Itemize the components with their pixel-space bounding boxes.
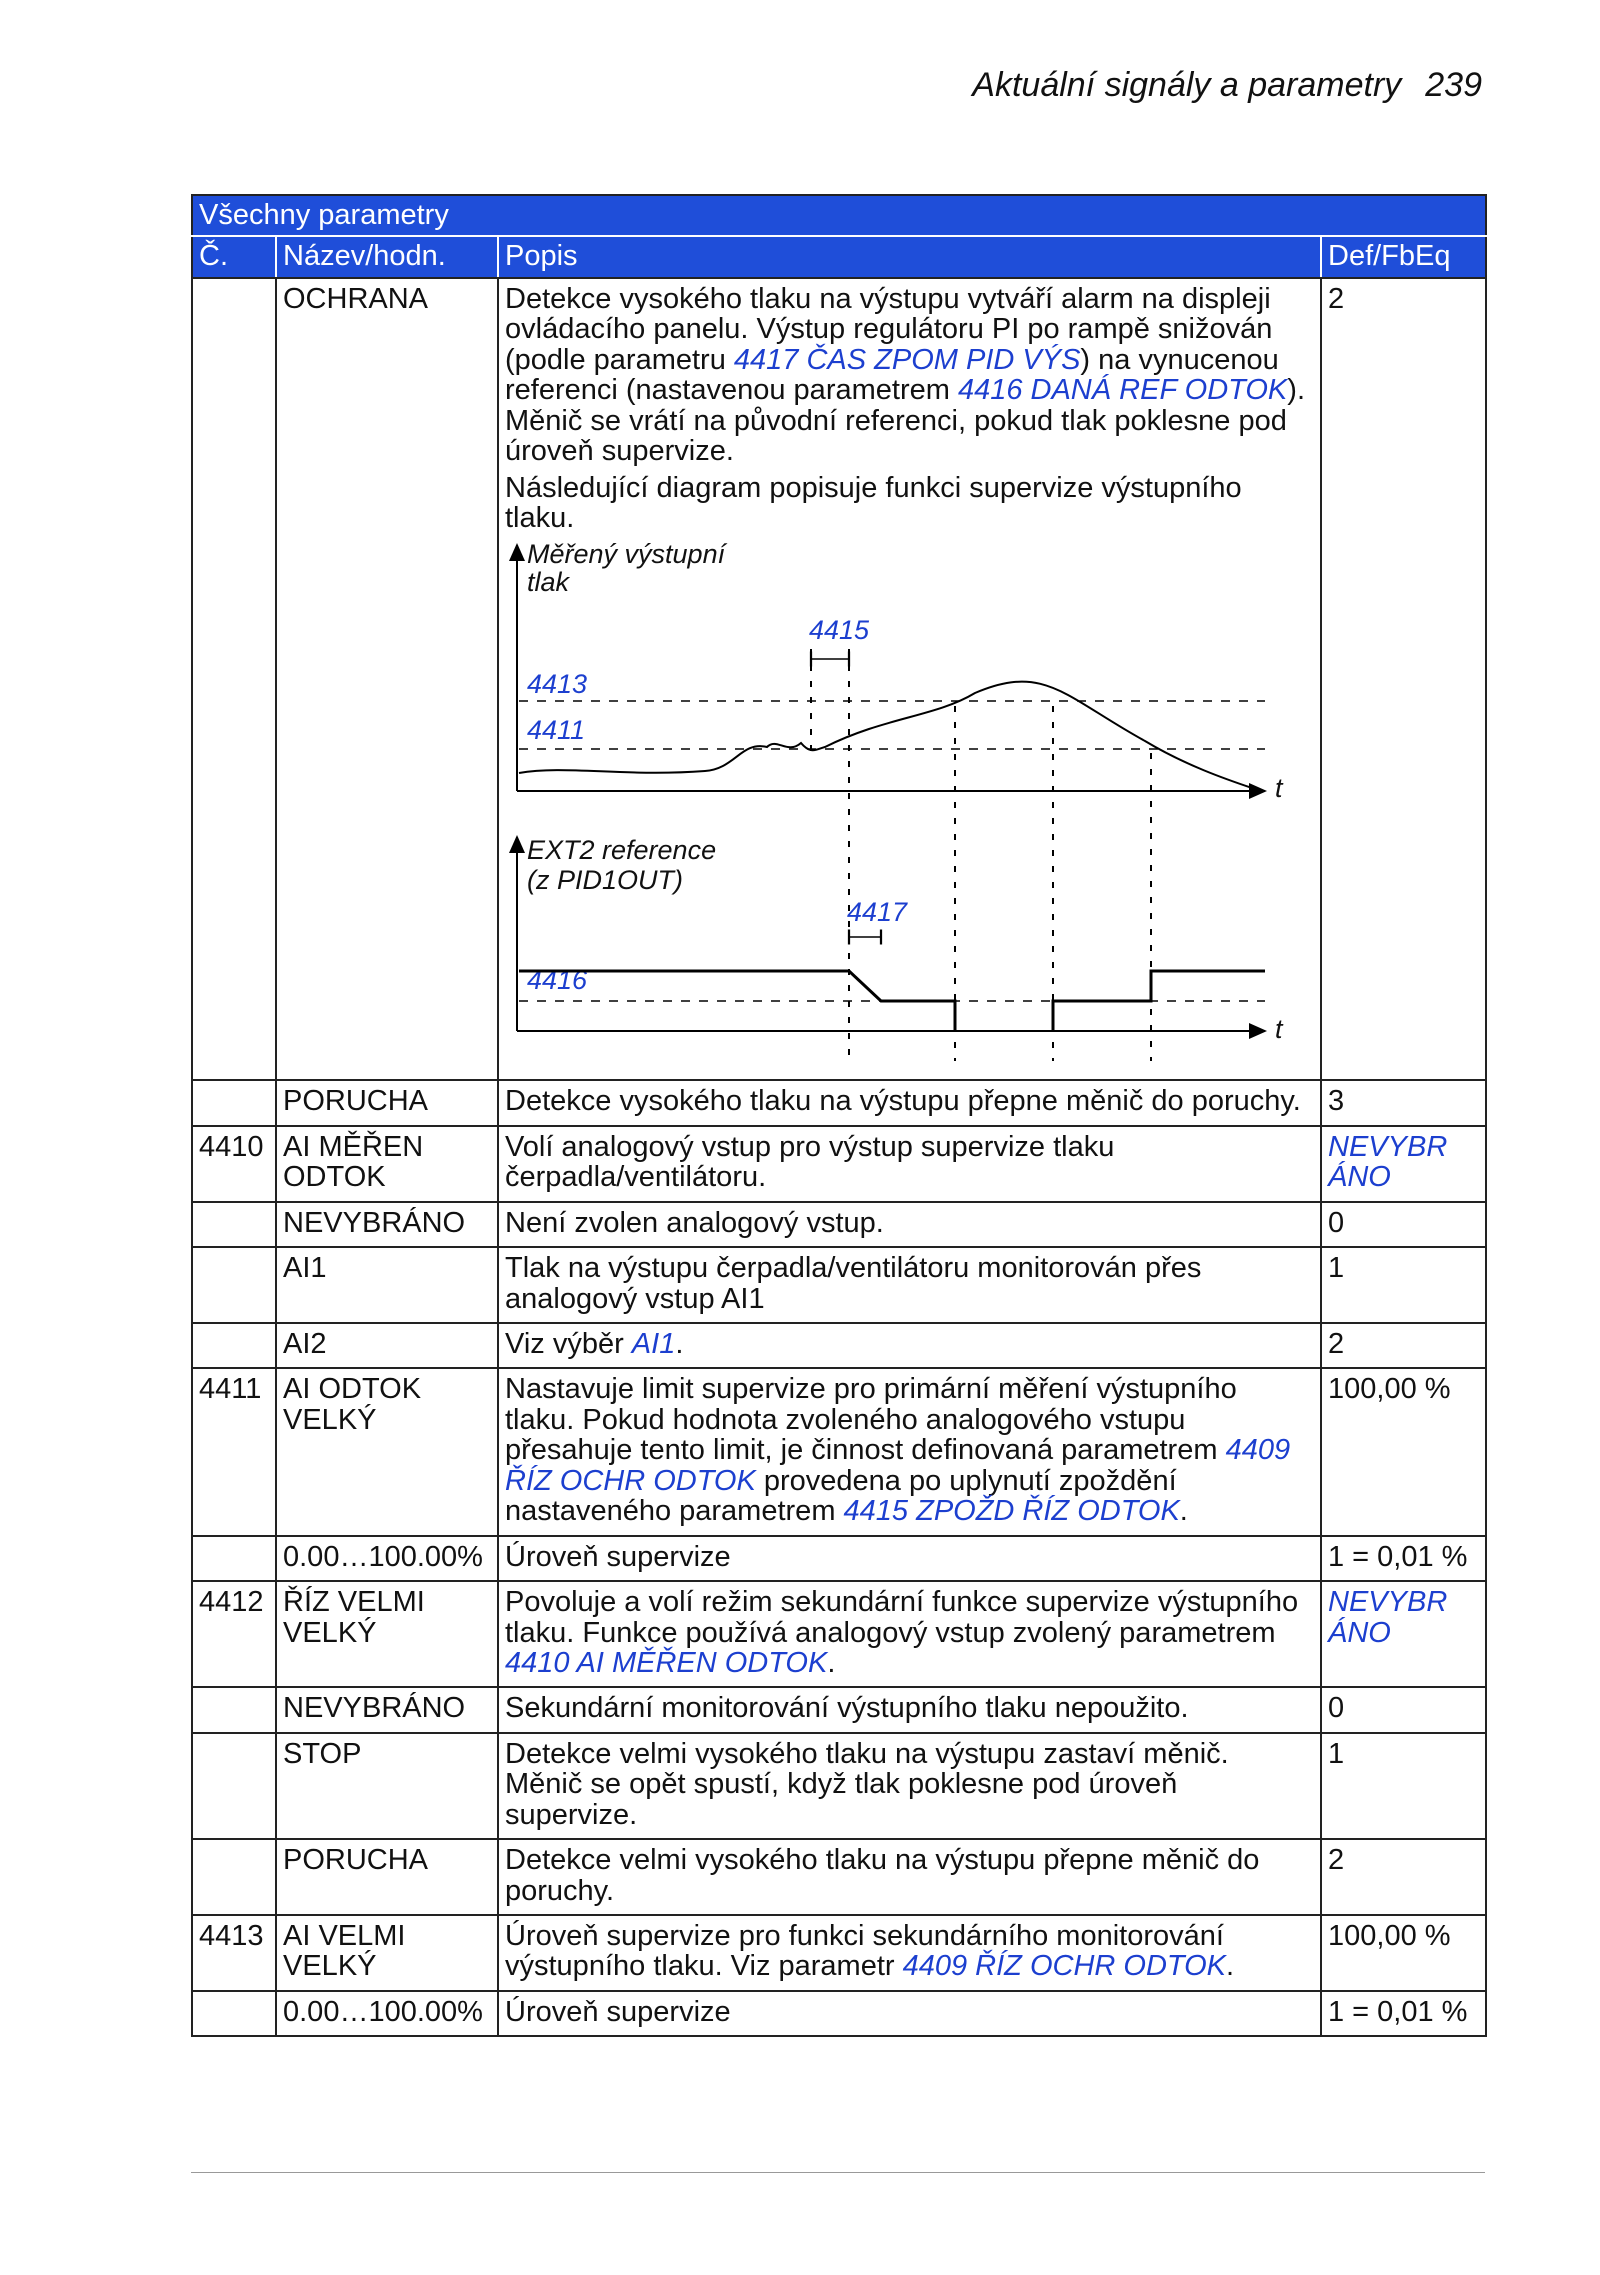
param-number: 4411	[192, 1368, 276, 1535]
param-number	[192, 1733, 276, 1839]
param-default: 2	[1321, 278, 1486, 1081]
table-row	[192, 1991, 1486, 2036]
vertical-markers	[811, 649, 1151, 1061]
param-description	[498, 1915, 1321, 1991]
table-title: Všechny parametry	[192, 195, 1486, 236]
param-link[interactable]: AI1	[631, 1328, 676, 1360]
table-row	[192, 278, 1486, 1081]
description-text: Viz výběr	[505, 1328, 632, 1360]
param-description	[498, 1247, 1321, 1323]
param-description	[498, 1839, 1321, 1915]
param-name: AI VELMI VELKÝ	[276, 1915, 498, 1991]
table-row	[192, 1368, 1486, 1535]
param-description	[498, 278, 1321, 1081]
time-axis-label: t	[1275, 773, 1283, 804]
table-row	[192, 1687, 1486, 1732]
table-row	[192, 1915, 1486, 1991]
description-text: Nastavuje limit supervize pro primární měření výstupního tlaku. Pokud hodnota zvoleného analogového vstupu přesahuje tento limit, je činnost definovaná parametrem	[505, 1373, 1237, 1467]
param-description	[498, 1323, 1321, 1368]
param-default: 1 = 0,01 %	[1321, 1536, 1486, 1581]
label-4416: 4416	[527, 965, 588, 996]
label-4411: 4411	[527, 715, 586, 746]
param-default: 1 = 0,01 %	[1321, 1991, 1486, 2036]
description-text: Sekundární monitorování výstupního tlaku nepoužito.	[505, 1692, 1189, 1725]
description-text: Volí analogový vstup pro výstup supervize tlaku čerpadla/ventilátoru.	[505, 1130, 1115, 1194]
table-row	[192, 1581, 1486, 1687]
param-description	[498, 1536, 1321, 1581]
param-number: 4410	[192, 1126, 276, 1202]
param-name: 0.00…100.00%	[276, 1991, 498, 2036]
param-description	[498, 1202, 1321, 1247]
param-number	[192, 1839, 276, 1915]
param-default: 0	[1321, 1687, 1486, 1732]
table-row	[192, 1323, 1486, 1368]
param-description	[498, 1687, 1321, 1732]
param-description	[498, 1126, 1321, 1202]
top-axis-label: tlak	[527, 567, 570, 598]
description-text: .	[675, 1328, 684, 1360]
param-default: 3	[1321, 1080, 1486, 1125]
param-default: 2	[1321, 1839, 1486, 1915]
description-text: Detekce vysokého tlaku na výstupu přepne měnič do poruchy.	[505, 1085, 1301, 1118]
column-header-name: Název/hodn.	[276, 236, 498, 277]
param-name: NEVYBRÁNO	[276, 1687, 498, 1732]
param-default: 0	[1321, 1202, 1486, 1247]
label-4413: 4413	[527, 669, 588, 700]
column-header-description: Popis	[498, 236, 1321, 277]
description-text: Povoluje a volí režim sekundární funkce supervize výstupního tlaku. Funkce používá analogový vstup zvolený parametrem	[505, 1586, 1299, 1649]
column-header-number: Č.	[192, 236, 276, 277]
description-text: Není zvolen analogový vstup.	[505, 1206, 884, 1239]
table-body	[192, 1080, 1486, 2036]
param-number	[192, 1323, 276, 1368]
param-name: AI ODTOK VELKÝ	[276, 1368, 498, 1535]
param-link[interactable]: 4415 ZPOŽD ŘÍZ ODTOK	[843, 1495, 1180, 1528]
pressure-supervision-diagram	[505, 541, 1285, 1071]
label-4417: 4417	[847, 897, 908, 928]
footer-rule	[191, 2172, 1485, 2173]
description-paragraph	[505, 284, 1314, 467]
param-number	[192, 1202, 276, 1247]
param-link[interactable]: 4409 ŘÍZ OCHR ODTOK	[902, 1950, 1226, 1983]
label-4415: 4415	[809, 615, 870, 646]
bottom-chart	[517, 835, 1284, 1044]
param-name: PORUCHA	[276, 1839, 498, 1915]
description-text: Detekce velmi vysokého tlaku na výstupu zastaví měnič. Měnič se opět spustí, když tlak poklesne pod úroveň supervize.	[505, 1737, 1229, 1831]
page-header	[972, 66, 1482, 105]
param-default[interactable]: NEVYBR ÁNO	[1321, 1126, 1486, 1202]
param-number	[192, 1991, 276, 2036]
description-text: Úroveň supervize pro funkci sekundárního monitorování výstupního tlaku. Viz parametr	[505, 1920, 1224, 1983]
table-row	[192, 1202, 1486, 1247]
table-row	[192, 1080, 1486, 1125]
param-default: 1	[1321, 1733, 1486, 1839]
description-paragraph: Následující diagram popisuje funkci supervize výstupního tlaku.	[505, 471, 1242, 534]
param-link[interactable]: 4417 ČAS ZPOM PID VÝS	[733, 343, 1081, 376]
column-header-default: Def/FbEq	[1321, 236, 1486, 277]
param-description	[498, 1080, 1321, 1125]
param-number	[192, 1687, 276, 1732]
param-name: AI1	[276, 1247, 498, 1323]
param-name: NEVYBRÁNO	[276, 1202, 498, 1247]
param-link[interactable]: 4410 AI MĚŘEN ODTOK	[505, 1646, 828, 1679]
description-text: Úroveň supervize	[505, 1995, 731, 2028]
param-name: ŘÍZ VELMI VELKÝ	[276, 1581, 498, 1687]
top-axis-label: Měřený výstupní	[527, 541, 726, 570]
table-row	[192, 1126, 1486, 1202]
param-name: AI2	[276, 1323, 498, 1368]
table-row	[192, 1247, 1486, 1323]
bottom-axis-label: EXT2 reference	[527, 835, 717, 866]
pressure-curve	[519, 682, 1255, 789]
table-row	[192, 1733, 1486, 1839]
param-link[interactable]: 4409 ŘÍZ OCHR ODTOK	[505, 1434, 1291, 1497]
param-description	[498, 1581, 1321, 1687]
param-default: 100,00 %	[1321, 1915, 1486, 1991]
table-row	[192, 1839, 1486, 1915]
param-number	[192, 1247, 276, 1323]
param-name: 0.00…100.00%	[276, 1536, 498, 1581]
param-number	[192, 1080, 276, 1125]
param-description	[498, 1991, 1321, 2036]
param-number: 4412	[192, 1581, 276, 1687]
parameter-table	[191, 194, 1487, 2037]
description-text: ) na vynucenou referenci (nastavenou parametrem	[505, 343, 1279, 407]
bottom-axis-label: (z PID1OUT)	[527, 865, 684, 896]
description-text: Detekce velmi vysokého tlaku na výstupu přepne měnič do poruchy.	[505, 1844, 1260, 1907]
param-default[interactable]: NEVYBR ÁNO	[1321, 1581, 1486, 1687]
description-text: Úroveň supervize	[505, 1540, 731, 1573]
description-text: .	[1226, 1950, 1235, 1983]
table-row	[192, 1536, 1486, 1581]
description-text: Tlak na výstupu čerpadla/ventilátoru monitorován přes analogový vstup AI1	[505, 1252, 1202, 1315]
param-link[interactable]: 4416 DANÁ REF ODTOK	[957, 374, 1288, 407]
description-text: .	[827, 1646, 836, 1679]
param-default: 1	[1321, 1247, 1486, 1323]
param-description	[498, 1733, 1321, 1839]
param-number: 4413	[192, 1915, 276, 1991]
page-number: 239	[1425, 66, 1482, 104]
description-text: provedena po uplynutí zpoždění nastaveného parametrem	[505, 1464, 1177, 1528]
description-text: Detekce vysokého tlaku na výstupu vytváří alarm na displeji ovládacího panelu. Výstup regulátoru PI po rampě snižován (podle parametru	[505, 282, 1273, 376]
param-name: PORUCHA	[276, 1080, 498, 1125]
param-name: AI MĚŘEN ODTOK	[276, 1126, 498, 1202]
param-name: OCHRANA	[276, 278, 498, 1081]
top-chart	[517, 541, 1284, 803]
param-number	[192, 1536, 276, 1581]
section-title: Aktuální signály a parametry	[972, 66, 1402, 104]
param-default: 100,00 %	[1321, 1368, 1486, 1535]
param-default: 2	[1321, 1323, 1486, 1368]
description-text: .	[1179, 1495, 1188, 1528]
param-number	[192, 278, 276, 1081]
description-text: ). Měnič se vrátí na původní referenci, pokud tlak poklesne pod úroveň supervize.	[505, 374, 1305, 468]
time-axis-label: t	[1275, 1014, 1283, 1045]
param-name: STOP	[276, 1733, 498, 1839]
param-description	[498, 1368, 1321, 1535]
